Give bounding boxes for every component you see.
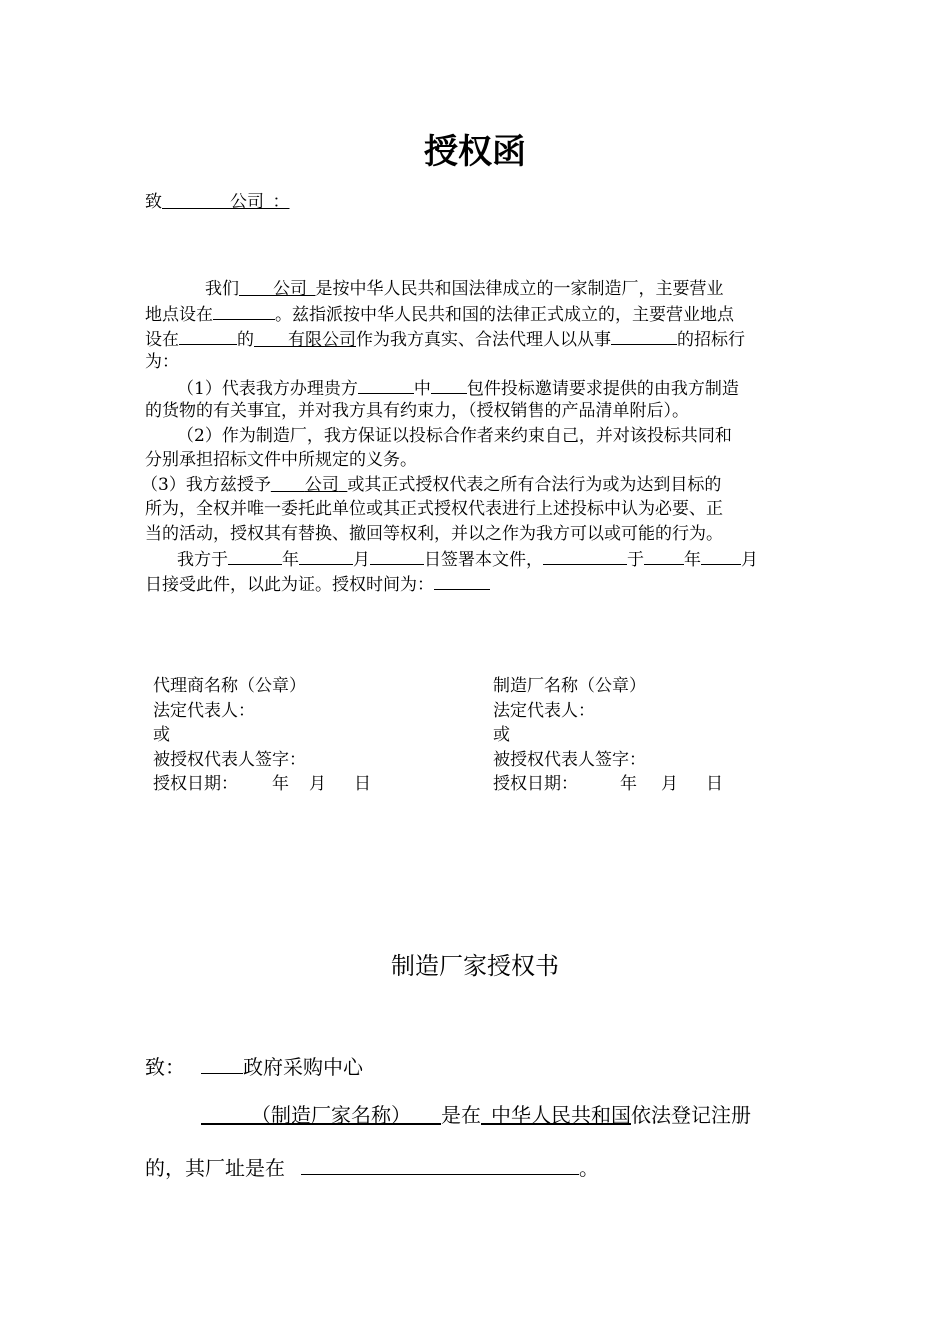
manufacturer-recipient: 致： 政府采购中心 (145, 1055, 363, 1079)
manufacturer-date-line: 授权日期： 年 月 日 (493, 774, 723, 794)
agent-or-label: 或 (153, 725, 170, 745)
recipient-blank (543, 548, 627, 565)
agent-auth-rep-label: 被授权代表人签字： (153, 749, 306, 770)
item-1-line-1: （1）代表我方办理贵方 中 包件投标邀请要求提供的由我方制造 (177, 379, 739, 399)
month2-blank (701, 548, 741, 565)
item-3-line-2: 所为，全权并唯一委托此单位或其正式授权代表进行上述投标中认为必要、正 (145, 499, 723, 519)
item-1-line-2: 的货物的有关事宜，并对我方具有约束力，（授权销售的产品清单附后）。 (145, 401, 689, 421)
manufacturer-auth-rep-label: 被授权代表人签字： (493, 749, 646, 770)
item-3-line-1: （3）我方兹授予 公司 或其正式授权代表之所有合法行为或为达到目标的 (141, 475, 722, 495)
item-3-line-3: 当的活动，授权其有替换、撤回等权利，并以之作为我方可以或可能的行为。 (145, 524, 723, 544)
para-1-line-3: 设在 的 有限公司作为我方真实、合法代理人以从事 的招标行 (145, 330, 745, 350)
agent-signature-block (153, 674, 371, 797)
package-blank (431, 377, 467, 394)
year2-blank (644, 548, 684, 565)
year-blank (228, 548, 282, 565)
manufacturer-auth-title: 制造厂家授权书 (391, 952, 559, 980)
para-1-line-2: 地点设在 。兹指派按中华人民共和国的法律正式成立的，主要营业地点 (145, 305, 734, 325)
address-blank (213, 303, 275, 320)
letter-recipient (145, 192, 290, 212)
recipient-company: 公司 ： (230, 192, 290, 212)
agent-name-label: 代理商名称（公章） (153, 676, 306, 696)
buyer-blank (358, 377, 414, 394)
signing-line-2: 日接受此件，以此为证。授权时间为： (145, 573, 490, 595)
manufacturer-rep-label: 法定代表人： (493, 700, 595, 721)
item-2-line-2: 分别承担招标文件中所规定的义务。 (145, 450, 417, 470)
to-prefix: 致 (145, 192, 162, 212)
para-1-line-4: 为： (145, 352, 179, 372)
manufacturer-para-line-2: 的，其厂址是在 。 (145, 1156, 599, 1180)
signing-line-1: 我方于 年 月 日签署本文件， 于 年 月 (177, 550, 758, 570)
country-blank: 中华人民共和国 (491, 1103, 631, 1127)
grantee-company-blank: 公司 (304, 475, 339, 495)
para-1-line-1: 我们 公司 是按中华人民共和国法律成立的一家制造厂，主要营业 (205, 279, 724, 299)
procurement-blank (201, 1053, 243, 1074)
manufacturer-name-blank: （制造厂家名称） (251, 1103, 411, 1127)
agent-company-blank: 有限公司 (288, 330, 356, 350)
factory-address-blank (301, 1154, 579, 1175)
tender-blank (611, 328, 677, 345)
manufacturer-name-label: 制造厂名称（公章） (493, 676, 646, 696)
letter-title: 授权函 (424, 132, 526, 172)
agent-date-line: 授权日期： 年 月 日 (153, 774, 371, 794)
duration-blank (434, 573, 490, 590)
day-blank (370, 548, 424, 565)
month-blank (299, 548, 353, 565)
manufacturer-signature-block (493, 674, 723, 797)
agent-rep-label: 法定代表人： (153, 700, 255, 721)
manufacturer-or-label: 或 (493, 725, 510, 745)
company-blank: 公司 (273, 279, 307, 299)
location-blank (179, 328, 237, 345)
item-2-line-1: （2）作为制造厂，我方保证以投标合作者来约束自己，并对该投标共同和 (177, 426, 732, 446)
manufacturer-para-line-1: （制造厂家名称） 是在 中华人民共和国依法登记注册 (201, 1102, 751, 1128)
